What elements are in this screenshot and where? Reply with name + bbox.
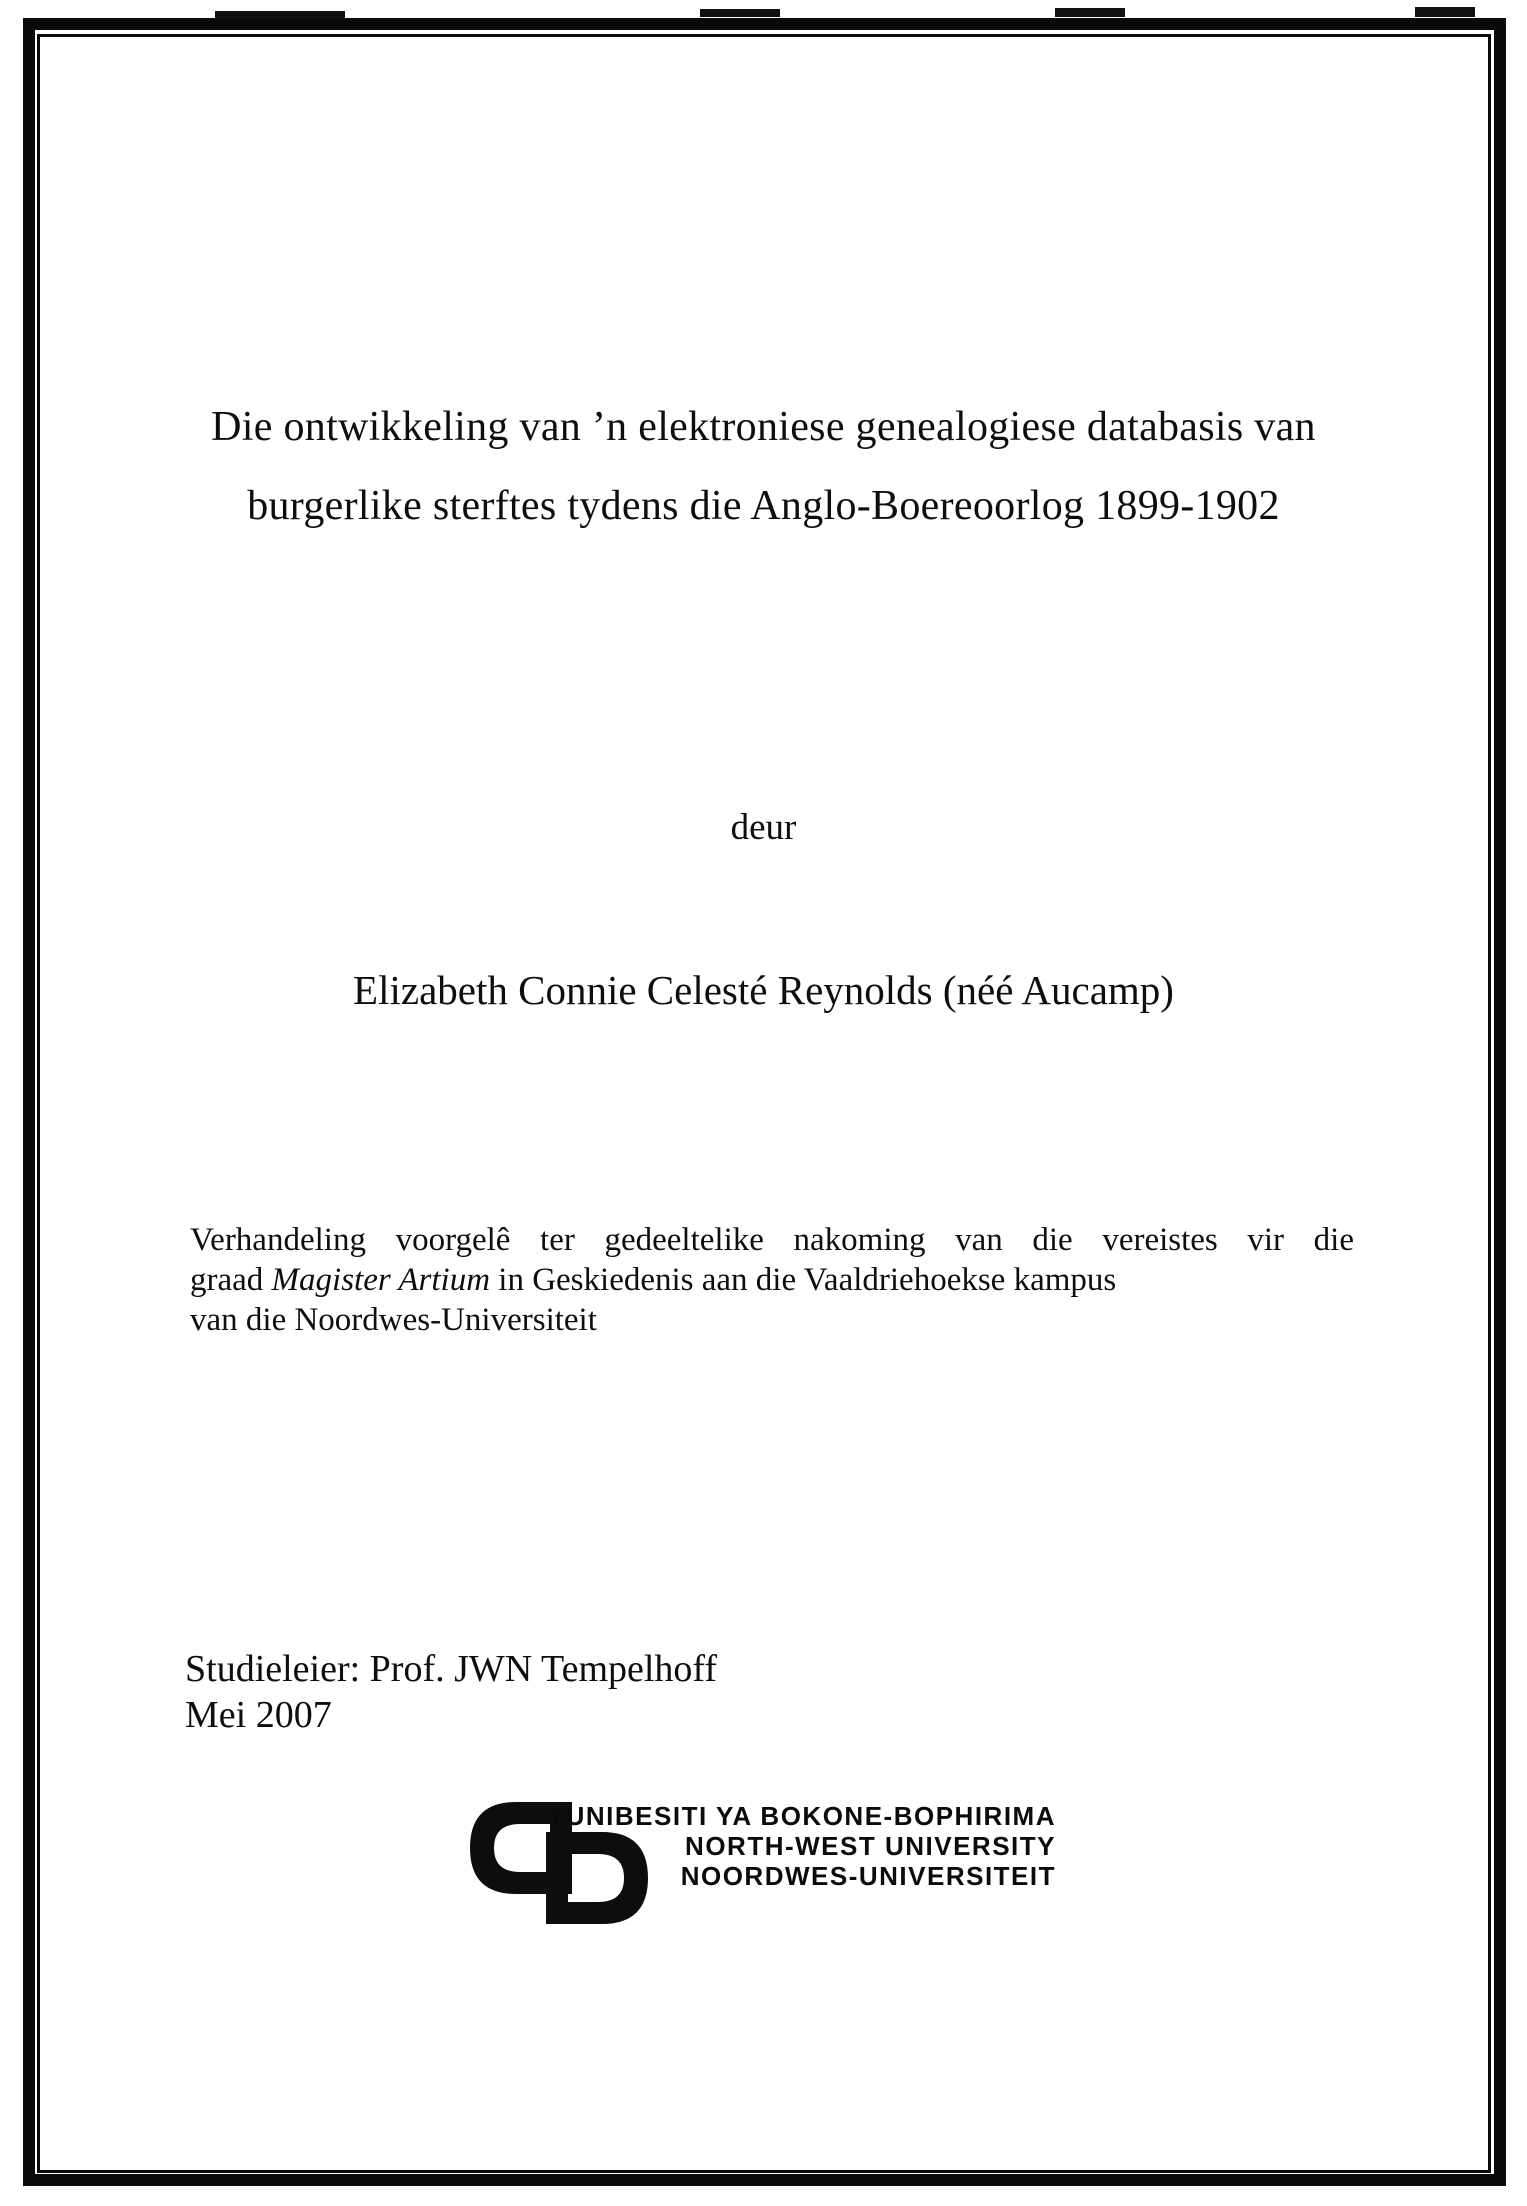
supervisor-block xyxy=(185,1646,717,1738)
degree-statement-line2-pre: graad xyxy=(190,1262,272,1298)
degree-statement-line1: Verhandeling voorgelê ter gedeeltelike nakoming van die vereistes vir die xyxy=(190,1222,1354,1258)
university-name-setswana: YUNIBESITI YA BOKONE-BOPHIRIMA xyxy=(546,1801,1056,1831)
university-logo-text xyxy=(540,1801,1056,1891)
author-name: Elizabeth Connie Celesté Reynolds (néé Aucamp) xyxy=(353,967,1174,1013)
university-name-english: NORTH-WEST UNIVERSITY xyxy=(685,1831,1056,1861)
thesis-title-line2: burgerlike sterftes tydens die Anglo-Boereoorlog 1899-1902 xyxy=(247,483,1280,529)
date-line: Mei 2007 xyxy=(185,1694,332,1736)
scan-artifact xyxy=(1415,7,1475,17)
scan-artifact xyxy=(215,11,345,19)
degree-statement xyxy=(190,1220,1354,1340)
supervisor-line: Studieleier: Prof. JWN Tempelhoff xyxy=(185,1648,718,1690)
degree-statement-line2-post: in Geskiedenis aan die Vaaldriehoekse kampus xyxy=(490,1262,1117,1298)
scan-artifact xyxy=(700,9,780,17)
degree-statement-line2 xyxy=(190,1260,1354,1300)
university-name-afrikaans: NOORDWES-UNIVERSITEIT xyxy=(680,1861,1056,1891)
thesis-title-line1: Die ontwikkeling van ’n elektroniese genealogiese databasis van xyxy=(211,404,1316,450)
scan-artifact xyxy=(1055,8,1125,17)
thesis-title xyxy=(95,388,1432,546)
byline-label: deur xyxy=(730,807,797,848)
degree-statement-line3: van die Noordwes-Universiteit xyxy=(190,1302,597,1338)
degree-name-italic: Magister Artium xyxy=(271,1262,491,1298)
